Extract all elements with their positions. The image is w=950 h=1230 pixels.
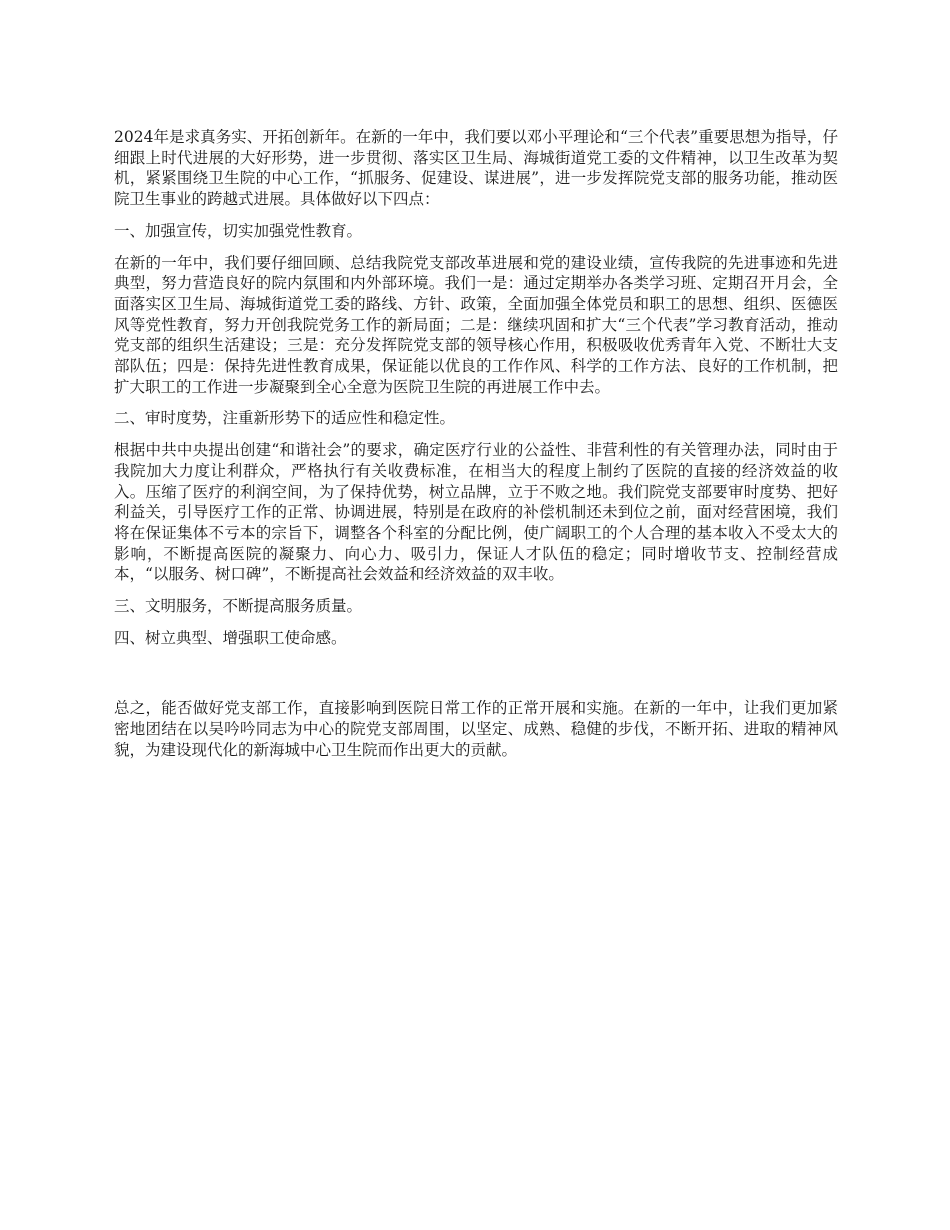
intro-paragraph: 2024年是求真务实、开拓创新年。在新的一年中，我们要以邓小平理论和“三个代表”重要思想为指导，仔细跟上时代进展的大好形势，进一步贯彻、落实区卫生局、海城街道党工委的文件精神，以卫生改革为契机，紧紧围绕卫生院的中心工作，“抓服务、促建设、谋进展”，进一步发挥院党支部的服务功能，推动医院卫生事业的跨越式进展。具体做好以下四点： (114, 128, 838, 209)
section-body-1: 在新的一年中，我们要仔细回顾、总结我院党支部改革进展和党的建设业绩，宣传我院的先进事迹和先进典型，努力营造良好的院内氛围和内外部环境。我们一是：通过定期举办各类学习班、定期召开月会，全面落实区卫生局、海城街道党工委的路线、方针、政策，全面加强全体党员和职工的思想、组织、医德医风等党性教育，努力开创我院党务工作的新局面；二是：继续巩固和扩大“三个代表”学习教育活动，推动党支部的组织生活建设；三是：充分发挥院党支部的领导核心作用，积极吸收优秀青年入党、不断壮大支部队伍；四是：保持先进性教育成果，保证能以优良的工作作风、科学的工作方法、良好的工作机制，把扩大职工的工作进一步凝聚到全心全意为医院卫生院的再进展工作中去。 (114, 253, 838, 396)
section-heading-4: 四、树立典型、增强职工使命感。 (114, 628, 347, 647)
section-heading-3: 三、文明服务，不断提高服务质量。 (114, 597, 363, 616)
section-body-2: 根据中共中央提出创建“和谐社会”的要求，确定医疗行业的公益性、非营利性的有关管理办法，同时由于我院加大力度让利群众，严格执行有关收费标准，在相当大的程度上制约了医院的直接的经济效益的收入。压缩了医疗的利润空间，为了保持优势，树立品牌，立于不败之地。我们院党支部要审时度势、把好利益关，引导医疗工作的正常、协调进展，特别是在政府的补偿机制还未到位之前，面对经营困境，我们将在保证集体不亏本的宗旨下，调整各个科室的分配比例，使广阔职工的个人合理的基本收入不受太大的影响，不断提高医院的凝聚力、向心力、吸引力，保证人才队伍的稳定；同时增收节支、控制经营成本，“以服务、树口碑”，不断提高社会效益和经济效益的双丰收。 (114, 441, 838, 584)
section-heading-2: 二、审时度势，注重新形势下的适应性和稳定性。 (114, 409, 456, 428)
conclusion-paragraph: 总之，能否做好党支部工作，直接影响到医院日常工作的正常开展和实施。在新的一年中，让我们更加紧密地团结在以吴吟吟同志为中心的院党支部周围，以坚定、成熟、稳健的步伐，不断开拓、进取的精神风貌，为建设现代化的新海城中心卫生院而作出更大的贡献。 (114, 699, 838, 759)
document-body (114, 127, 838, 772)
section-heading-1: 一、加强宣传，切实加强党性教育。 (114, 221, 363, 240)
